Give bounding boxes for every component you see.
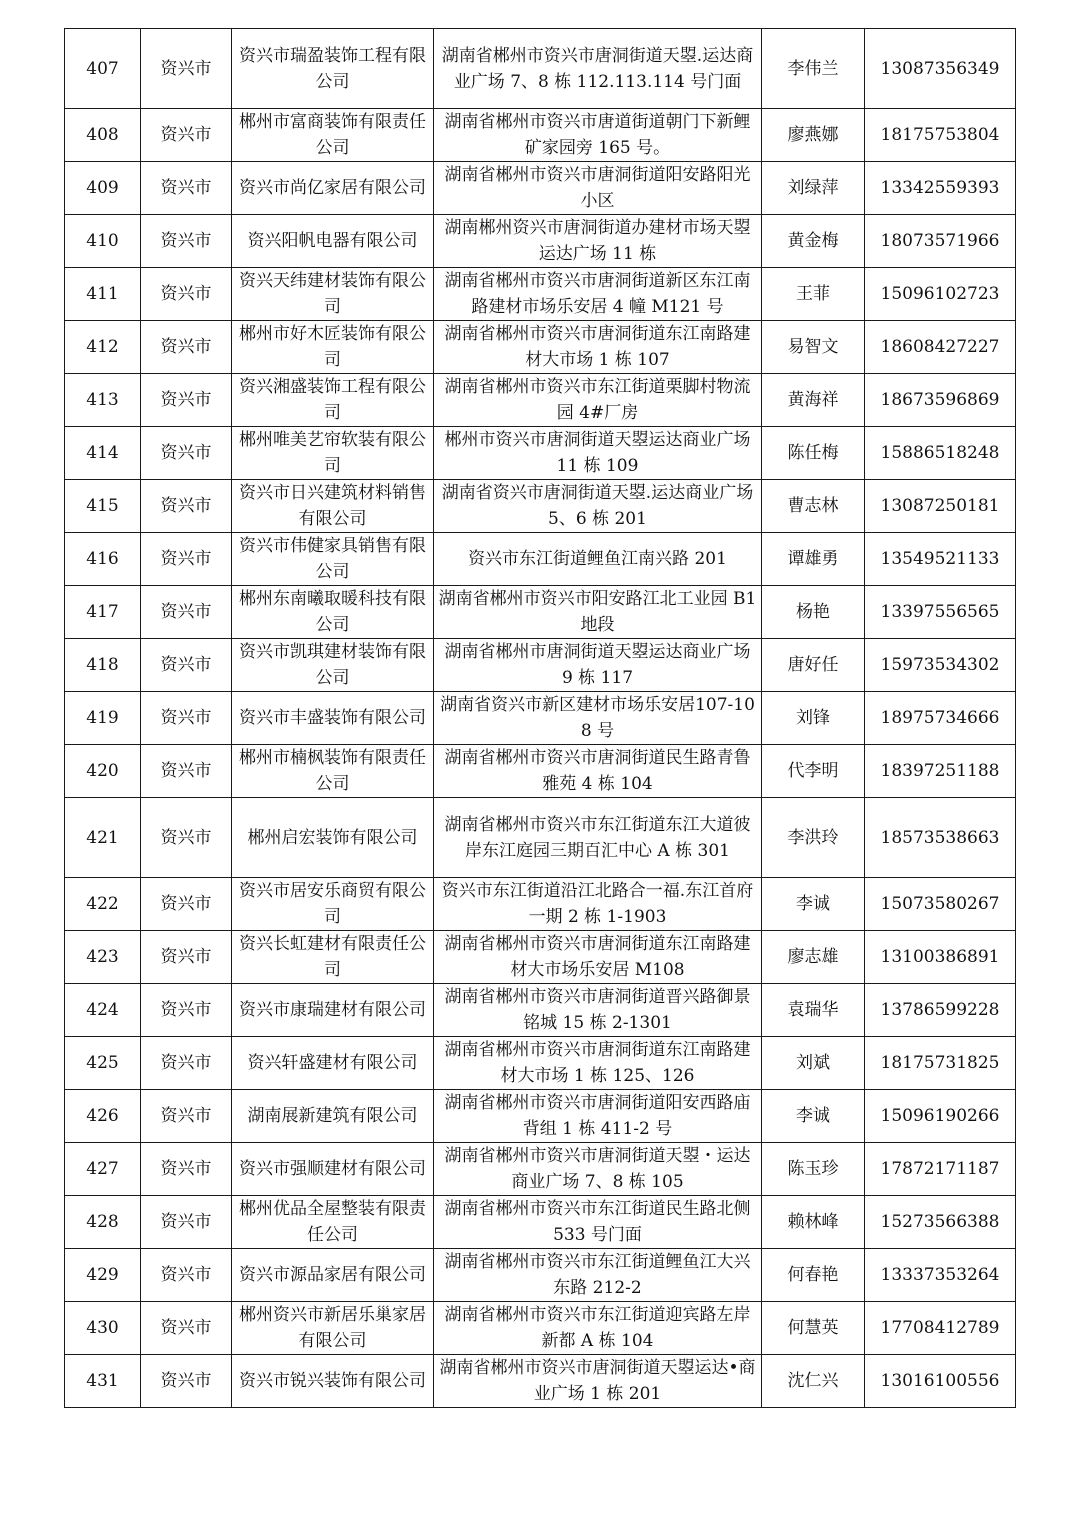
city-cell: 资兴市: [141, 162, 232, 215]
row-number: 423: [65, 931, 141, 984]
contact-cell: 李诚: [762, 1090, 865, 1143]
phone-cell: 13549521133: [865, 533, 1016, 586]
table-row: [65, 1196, 1016, 1249]
row-number: 421: [65, 798, 141, 878]
company-cell: 湖南展新建筑有限公司: [232, 1090, 434, 1143]
phone-cell: 13342559393: [865, 162, 1016, 215]
row-number: 413: [65, 374, 141, 427]
table-row: [65, 639, 1016, 692]
table-row: [65, 215, 1016, 268]
address-cell: 湖南省郴州市资兴市东江街道栗脚村物流园 4#厂房: [434, 374, 762, 427]
company-cell: 郴州唯美艺帘软装有限公司: [232, 427, 434, 480]
city-cell: 资兴市: [141, 878, 232, 931]
city-cell: 资兴市: [141, 374, 232, 427]
table-row: [65, 586, 1016, 639]
phone-cell: 13337353264: [865, 1249, 1016, 1302]
contact-cell: 何春艳: [762, 1249, 865, 1302]
table-row: [65, 109, 1016, 162]
table-row: [65, 268, 1016, 321]
address-cell: 湖南省郴州市资兴市唐道街道朝门下新鲤矿家园旁 165 号。: [434, 109, 762, 162]
company-cell: 郴州市楠枫装饰有限责任公司: [232, 745, 434, 798]
row-number: 411: [65, 268, 141, 321]
city-cell: 资兴市: [141, 321, 232, 374]
row-number: 425: [65, 1037, 141, 1090]
company-cell: 资兴市伟健家具销售有限公司: [232, 533, 434, 586]
contact-cell: 唐好任: [762, 639, 865, 692]
city-cell: 资兴市: [141, 1143, 232, 1196]
row-number: 424: [65, 984, 141, 1037]
contact-cell: 谭雄勇: [762, 533, 865, 586]
company-cell: 郴州优品全屋整装有限责任公司: [232, 1196, 434, 1249]
city-cell: 资兴市: [141, 1037, 232, 1090]
address-cell: 湖南省郴州市资兴市唐洞街道阳安西路庙背组 1 栋 411-2 号: [434, 1090, 762, 1143]
contact-cell: 袁瑞华: [762, 984, 865, 1037]
contact-cell: 廖燕娜: [762, 109, 865, 162]
dealer-table: [64, 28, 1016, 1408]
company-cell: 资兴市尚亿家居有限公司: [232, 162, 434, 215]
company-cell: 郴州市好木匠装饰有限公司: [232, 321, 434, 374]
phone-cell: 17872171187: [865, 1143, 1016, 1196]
address-cell: 资兴市东江街道沿江北路合一福.东江首府一期 2 栋 1-1903: [434, 878, 762, 931]
contact-cell: 刘绿萍: [762, 162, 865, 215]
row-number: 418: [65, 639, 141, 692]
contact-cell: 李洪玲: [762, 798, 865, 878]
phone-cell: 18175731825: [865, 1037, 1016, 1090]
row-number: 407: [65, 29, 141, 109]
city-cell: 资兴市: [141, 480, 232, 533]
company-cell: 资兴市居安乐商贸有限公司: [232, 878, 434, 931]
city-cell: 资兴市: [141, 639, 232, 692]
row-number: 420: [65, 745, 141, 798]
city-cell: 资兴市: [141, 1196, 232, 1249]
company-cell: 资兴市凯琪建材装饰有限公司: [232, 639, 434, 692]
table-row: [65, 1037, 1016, 1090]
address-cell: 湖南省郴州市资兴市唐洞街道东江南路建材大市场乐安居 M108: [434, 931, 762, 984]
address-cell: 资兴市东江街道鲤鱼江南兴路 201: [434, 533, 762, 586]
address-cell: 湖南省郴州市资兴市唐洞街道民生路青鲁雅苑 4 栋 104: [434, 745, 762, 798]
phone-cell: 17708412789: [865, 1302, 1016, 1355]
row-number: 426: [65, 1090, 141, 1143]
row-number: 410: [65, 215, 141, 268]
address-cell: 湖南省郴州市资兴市唐洞街道天曌.运达商业广场 7、8 栋 112.113.114 号门面: [434, 29, 762, 109]
phone-cell: 13786599228: [865, 984, 1016, 1037]
table-row: [65, 798, 1016, 878]
table-row: [65, 1090, 1016, 1143]
company-cell: 资兴市康瑞建材有限公司: [232, 984, 434, 1037]
city-cell: 资兴市: [141, 1355, 232, 1408]
row-number: 408: [65, 109, 141, 162]
company-cell: 资兴市丰盛装饰有限公司: [232, 692, 434, 745]
contact-cell: 何慧英: [762, 1302, 865, 1355]
contact-cell: 黄金梅: [762, 215, 865, 268]
company-cell: 资兴轩盛建材有限公司: [232, 1037, 434, 1090]
table-row: [65, 931, 1016, 984]
table-row: [65, 480, 1016, 533]
contact-cell: 王菲: [762, 268, 865, 321]
table-row: [65, 427, 1016, 480]
city-cell: 资兴市: [141, 745, 232, 798]
contact-cell: 黄海祥: [762, 374, 865, 427]
phone-cell: 13087356349: [865, 29, 1016, 109]
row-number: 429: [65, 1249, 141, 1302]
city-cell: 资兴市: [141, 1302, 232, 1355]
table-row: [65, 162, 1016, 215]
row-number: 409: [65, 162, 141, 215]
address-cell: 湖南郴州资兴市唐洞街道办建材市场天曌运达广场 11 栋: [434, 215, 762, 268]
phone-cell: 13016100556: [865, 1355, 1016, 1408]
phone-cell: 13087250181: [865, 480, 1016, 533]
table-row: [65, 374, 1016, 427]
phone-cell: 18673596869: [865, 374, 1016, 427]
city-cell: 资兴市: [141, 984, 232, 1037]
table-row: [65, 878, 1016, 931]
contact-cell: 陈任梅: [762, 427, 865, 480]
city-cell: 资兴市: [141, 586, 232, 639]
company-cell: 资兴阳帆电器有限公司: [232, 215, 434, 268]
address-cell: 湖南省郴州市资兴市唐洞街道东江南路建材大市场 1 栋 125、126: [434, 1037, 762, 1090]
company-cell: 资兴市强顺建材有限公司: [232, 1143, 434, 1196]
phone-cell: 18608427227: [865, 321, 1016, 374]
phone-cell: 18573538663: [865, 798, 1016, 878]
row-number: 417: [65, 586, 141, 639]
address-cell: 湖南省郴州市资兴市阳安路江北工业园 B1 地段: [434, 586, 762, 639]
city-cell: 资兴市: [141, 798, 232, 878]
row-number: 415: [65, 480, 141, 533]
row-number: 422: [65, 878, 141, 931]
address-cell: 湖南省郴州市资兴市唐洞街道晋兴路御景铭城 15 栋 2-1301: [434, 984, 762, 1037]
row-number: 416: [65, 533, 141, 586]
phone-cell: 15073580267: [865, 878, 1016, 931]
city-cell: 资兴市: [141, 29, 232, 109]
address-cell: 湖南省郴州市资兴市东江街道东江大道彼岸东江庭园三期百汇中心 A 栋 301: [434, 798, 762, 878]
address-cell: 湖南省郴州市资兴市唐洞街道天曌运达•商业广场 1 栋 201: [434, 1355, 762, 1408]
table-row: [65, 984, 1016, 1037]
city-cell: 资兴市: [141, 1090, 232, 1143]
company-cell: 资兴市日兴建筑材料销售有限公司: [232, 480, 434, 533]
address-cell: 湖南省郴州市资兴市唐洞街道东江南路建材大市场 1 栋 107: [434, 321, 762, 374]
company-cell: 资兴市锐兴装饰有限公司: [232, 1355, 434, 1408]
address-cell: 湖南省郴州市资兴市唐洞街道新区东江南路建材市场乐安居 4 幢 M121 号: [434, 268, 762, 321]
phone-cell: 15096190266: [865, 1090, 1016, 1143]
table-row: [65, 1355, 1016, 1408]
phone-cell: 15973534302: [865, 639, 1016, 692]
city-cell: 资兴市: [141, 533, 232, 586]
table-row: [65, 1249, 1016, 1302]
address-cell: 湖南省郴州市资兴市唐洞街道天曌・运达商业广场 7、8 栋 105: [434, 1143, 762, 1196]
phone-cell: 15096102723: [865, 268, 1016, 321]
city-cell: 资兴市: [141, 109, 232, 162]
row-number: 419: [65, 692, 141, 745]
contact-cell: 代李明: [762, 745, 865, 798]
company-cell: 资兴天纬建材装饰有限公司: [232, 268, 434, 321]
address-cell: 湖南省资兴市唐洞街道天曌.运达商业广场 5、6 栋 201: [434, 480, 762, 533]
phone-cell: 18975734666: [865, 692, 1016, 745]
company-cell: 郴州资兴市新居乐巢家居有限公司: [232, 1302, 434, 1355]
address-cell: 郴州市资兴市唐洞街道天曌运达商业广场 11 栋 109: [434, 427, 762, 480]
contact-cell: 刘锋: [762, 692, 865, 745]
phone-cell: 15273566388: [865, 1196, 1016, 1249]
contact-cell: 李诚: [762, 878, 865, 931]
table-row: [65, 1143, 1016, 1196]
contact-cell: 陈玉珍: [762, 1143, 865, 1196]
company-cell: 资兴市源品家居有限公司: [232, 1249, 434, 1302]
phone-cell: 18175753804: [865, 109, 1016, 162]
city-cell: 资兴市: [141, 427, 232, 480]
phone-cell: 15886518248: [865, 427, 1016, 480]
contact-cell: 沈仁兴: [762, 1355, 865, 1408]
phone-cell: 13397556565: [865, 586, 1016, 639]
table-row: [65, 1302, 1016, 1355]
company-cell: 郴州市富商装饰有限责任公司: [232, 109, 434, 162]
row-number: 427: [65, 1143, 141, 1196]
city-cell: 资兴市: [141, 692, 232, 745]
city-cell: 资兴市: [141, 931, 232, 984]
address-cell: 湖南省资兴市新区建材市场乐安居107-108 号: [434, 692, 762, 745]
company-cell: 郴州东南曦取暖科技有限公司: [232, 586, 434, 639]
address-cell: 湖南省郴州市资兴市唐洞街道阳安路阳光小区: [434, 162, 762, 215]
address-cell: 湖南省郴州市资兴市东江街道迎宾路左岸新都 A 栋 104: [434, 1302, 762, 1355]
company-cell: 资兴湘盛装饰工程有限公司: [232, 374, 434, 427]
row-number: 414: [65, 427, 141, 480]
table-row: [65, 533, 1016, 586]
phone-cell: 18397251188: [865, 745, 1016, 798]
company-cell: 资兴长虹建材有限责任公司: [232, 931, 434, 984]
phone-cell: 18073571966: [865, 215, 1016, 268]
city-cell: 资兴市: [141, 268, 232, 321]
table-row: [65, 745, 1016, 798]
row-number: 430: [65, 1302, 141, 1355]
table-row: [65, 692, 1016, 745]
contact-cell: 赖林峰: [762, 1196, 865, 1249]
company-cell: 郴州启宏装饰有限公司: [232, 798, 434, 878]
address-cell: 湖南省郴州市资兴市东江街道民生路北侧 533 号门面: [434, 1196, 762, 1249]
city-cell: 资兴市: [141, 215, 232, 268]
contact-cell: 易智文: [762, 321, 865, 374]
address-cell: 湖南省郴州市资兴市东江街道鲤鱼江大兴东路 212-2: [434, 1249, 762, 1302]
contact-cell: 廖志雄: [762, 931, 865, 984]
contact-cell: 曹志林: [762, 480, 865, 533]
phone-cell: 13100386891: [865, 931, 1016, 984]
contact-cell: 刘斌: [762, 1037, 865, 1090]
table-row: [65, 321, 1016, 374]
row-number: 412: [65, 321, 141, 374]
table-row: [65, 29, 1016, 109]
company-cell: 资兴市瑞盈装饰工程有限公司: [232, 29, 434, 109]
contact-cell: 李伟兰: [762, 29, 865, 109]
city-cell: 资兴市: [141, 1249, 232, 1302]
address-cell: 湖南省郴州市唐洞街道天曌运达商业广场 9 栋 117: [434, 639, 762, 692]
row-number: 428: [65, 1196, 141, 1249]
row-number: 431: [65, 1355, 141, 1408]
contact-cell: 杨艳: [762, 586, 865, 639]
